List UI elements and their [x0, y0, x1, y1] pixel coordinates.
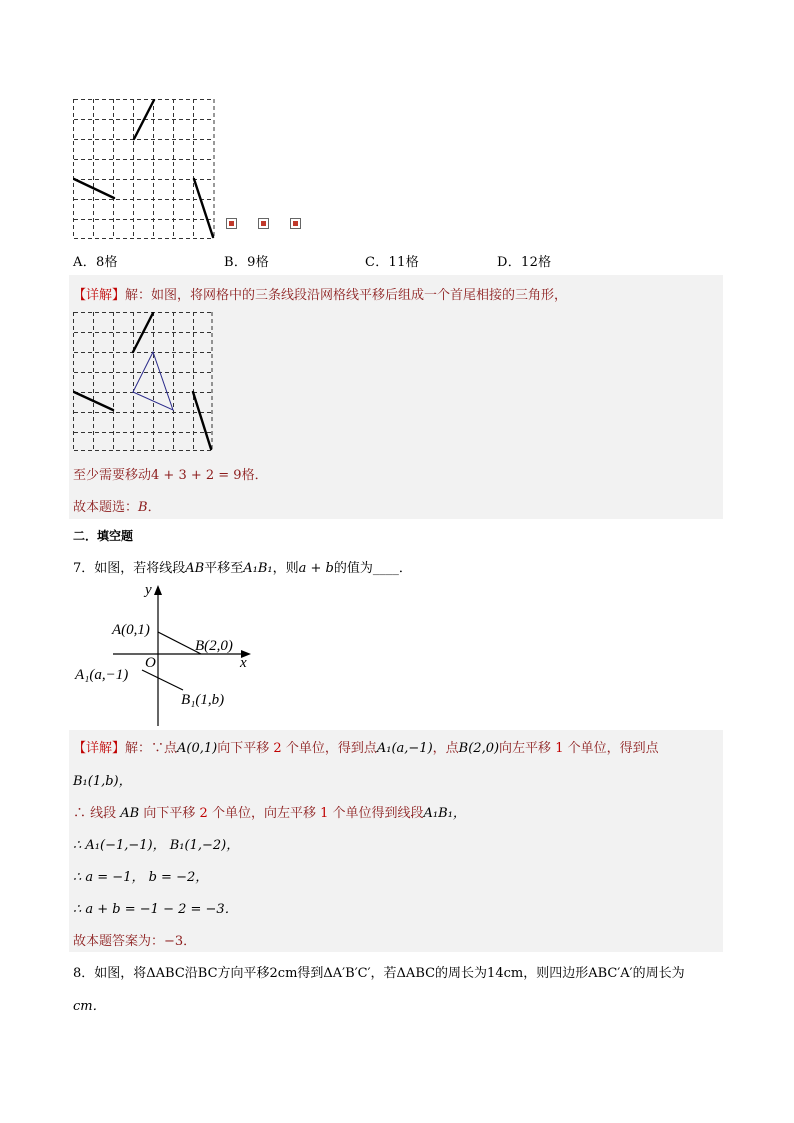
detail-text: 解：如图，将网格中的三条线段沿网格线平移后组成一个首尾相接的三角形， — [125, 288, 568, 303]
segment-ab: AB — [185, 561, 205, 576]
q7-sol-line-3 — [73, 802, 466, 821]
q7-stem-part: 7．如图，若将线段 — [73, 561, 186, 576]
q8-stem-line-1: 8．如图，将ΔABC沿BC方向平移2cm得到ΔA′B′C′，若ΔABC的周长为14cm，则四边形ABC′A′的周长为 — [73, 966, 685, 981]
sol-text: 个单位，向左平移 — [211, 806, 316, 821]
broken-image-icon — [258, 218, 269, 229]
section-title: 二．填空题 — [73, 529, 134, 543]
answer-end: ． — [147, 500, 161, 515]
q7-sol-line-4: ∴ A₁(−1,−1)， B₁(1,−2)， — [73, 838, 240, 853]
sol-number: 2 — [199, 806, 208, 821]
y-axis-label: y — [145, 582, 152, 598]
point-a-label: A(0,1) — [112, 622, 150, 638]
sol-math: A₁B₁， — [423, 806, 466, 821]
answer-value: B — [138, 500, 148, 515]
detail-tag: 【详解】 — [73, 288, 126, 303]
point-b1-label: B₁(1,b) — [181, 692, 225, 708]
q7-stem-part: 的值为____． — [333, 561, 412, 576]
sol-math: B(2,0) — [458, 741, 500, 756]
sol-text: 解： — [125, 741, 152, 756]
calc-prefix: 至少需要移动 — [73, 468, 152, 483]
sol-text: 个单位，得到点 — [567, 741, 659, 756]
option-c: C．11格 — [365, 255, 419, 270]
q7-sol-line-6: ∴ a + b = −1 − 2 = −3． — [73, 902, 238, 917]
q7-answer-line: 故本题答案为：−3． — [73, 934, 197, 949]
q7-stem-part: ，则 — [272, 561, 299, 576]
detail-tag: 【详解】 — [73, 741, 126, 756]
option-b: B．9格 — [224, 255, 270, 270]
q6-answer-line — [73, 496, 161, 515]
sol-text: ∴ 线段 — [73, 806, 117, 821]
q6-detail-line — [73, 284, 567, 303]
x-axis-label: x — [240, 655, 247, 671]
sol-text: ，点 — [432, 741, 459, 756]
sol-text: 个单位得到线段 — [332, 806, 424, 821]
q7-sol-line-5: ∴ a = −1， b = −2， — [73, 870, 209, 885]
segment-a1b1: A₁B₁ — [243, 561, 273, 576]
q6-solution-grid-figure — [73, 312, 213, 451]
sol-text: 向下平移 — [217, 741, 270, 756]
sol-math: A(0,1) — [177, 741, 218, 756]
sol-number: 1 — [555, 741, 564, 756]
calc-expression: 4 + 3 + 2 = 9 — [151, 468, 242, 483]
sol-math: AB — [120, 806, 140, 821]
option-a: A．8格 — [73, 255, 118, 270]
option-d: D．12格 — [497, 255, 552, 270]
sol-text: 向左平移 — [499, 741, 552, 756]
sol-text: ∵点 — [151, 741, 178, 756]
q7-stem-part: 平移至 — [204, 561, 244, 576]
point-b-label: B(2,0) — [195, 638, 233, 654]
broken-image-icon — [226, 218, 237, 229]
broken-image-icon — [290, 218, 301, 229]
q6-grid-figure — [73, 99, 215, 239]
expression-a-plus-b: a + b — [298, 561, 334, 576]
sol-number: 1 — [320, 806, 329, 821]
sol-text: 个单位，得到点 — [285, 741, 377, 756]
answer-label: 故本题选： — [73, 500, 139, 515]
calc-suffix: 格． — [241, 468, 268, 483]
q7-sol-line-2: B₁(1,b)， — [73, 774, 132, 789]
origin-label: O — [145, 655, 156, 671]
q7-coordinate-figure — [73, 580, 263, 730]
q6-calc-line — [73, 464, 268, 483]
point-a1-label: A₁(a,−1) — [75, 667, 129, 683]
q8-stem-line-2: cm． — [73, 999, 106, 1014]
sol-text: 向下平移 — [143, 806, 196, 821]
q7-stem — [73, 557, 412, 576]
sol-math: A₁(a,−1) — [376, 741, 433, 756]
sol-number: 2 — [273, 741, 282, 756]
q7-sol-line-1 — [73, 737, 659, 756]
